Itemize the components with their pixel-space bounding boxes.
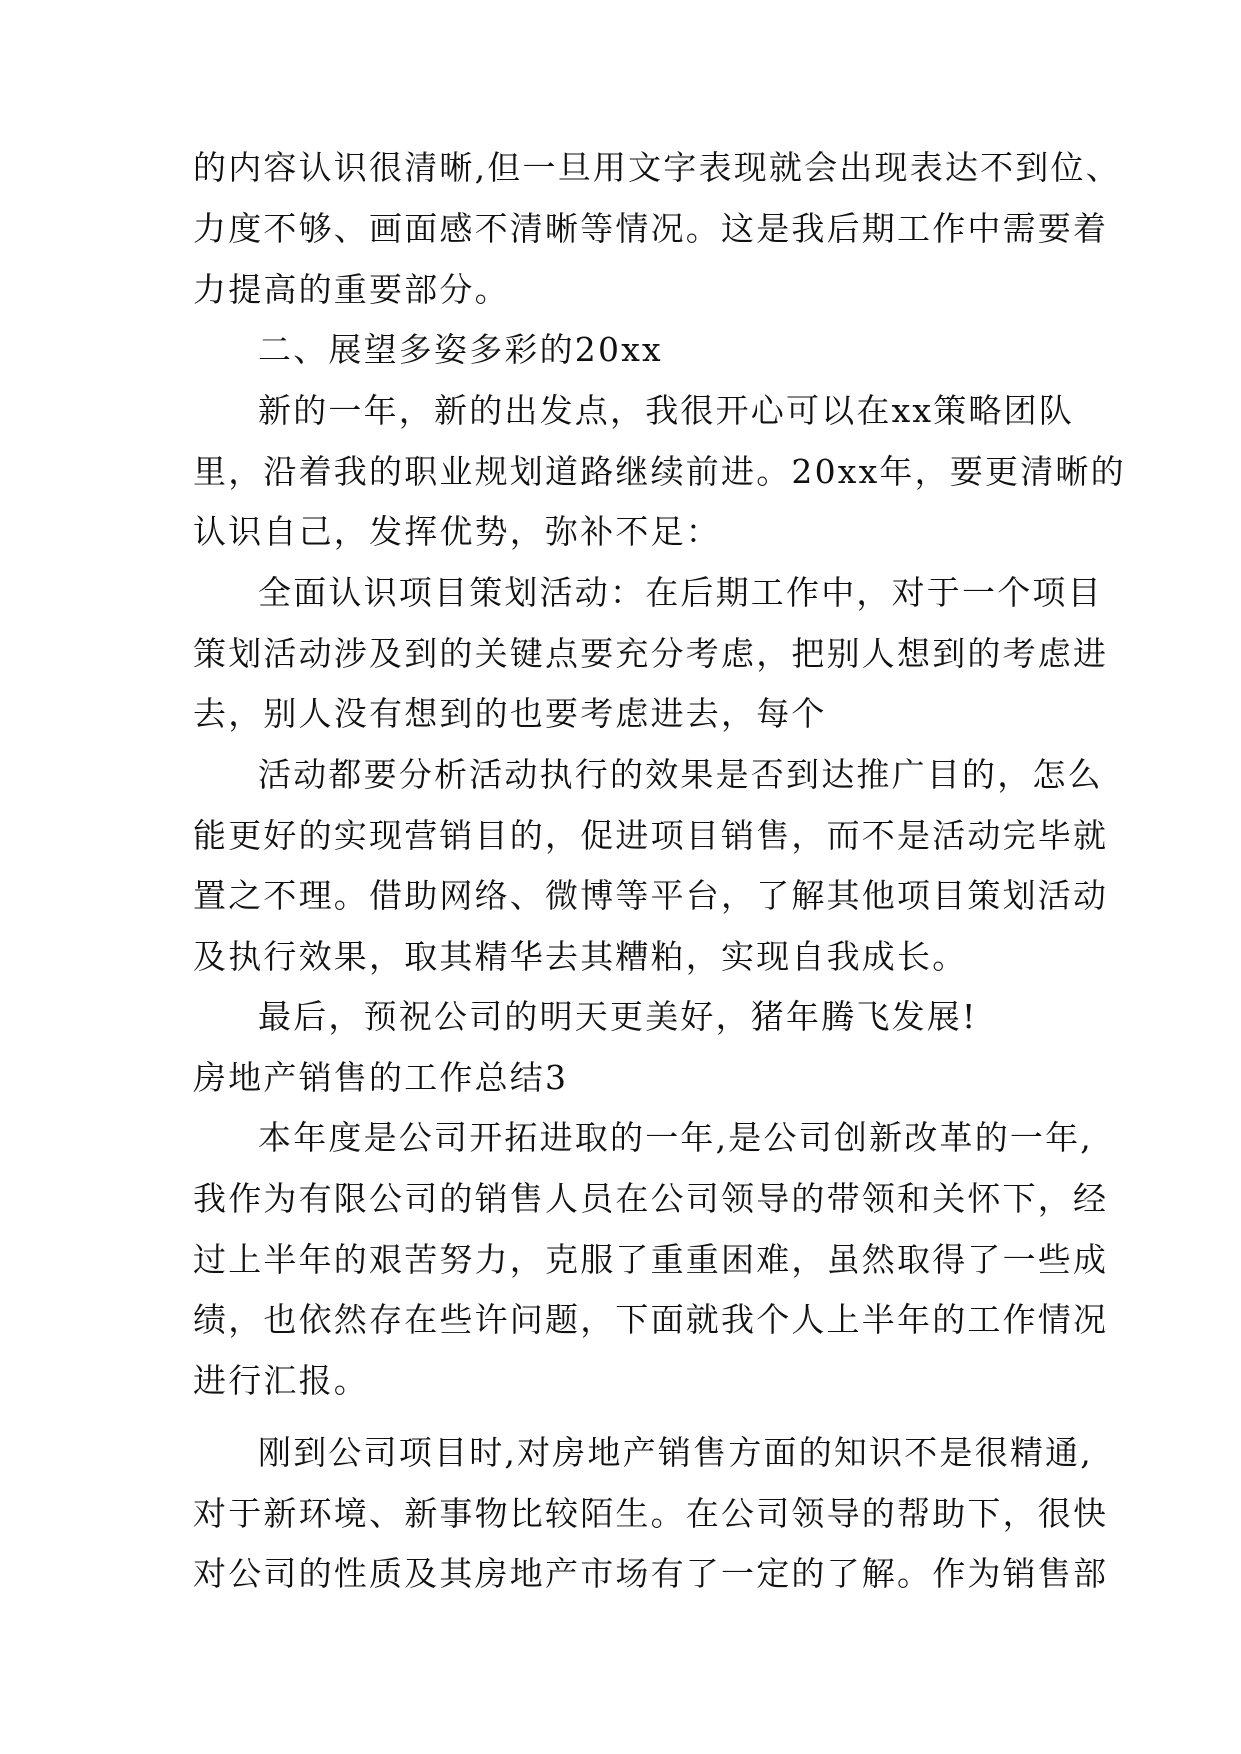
text-line: 力提高的重要部分。 (193, 270, 510, 309)
text-line: 进行汇报。 (193, 1361, 369, 1400)
text-line: 策划活动涉及到的关键点要充分考虑，把别人想到的考虑进 (193, 634, 1109, 673)
text-line: 过上半年的艰苦努力，克服了重重困难，虽然取得了一些成 (193, 1240, 1109, 1279)
text-line: 新的一年，新的出发点，我很开心可以在xx策略团队 (258, 391, 1075, 430)
text-line: 活动都要分析活动执行的效果是否到达推广目的，怎么 (258, 755, 1103, 794)
text-line: 置之不理。借助网络、微博等平台，了解其他项目策划活动 (193, 876, 1109, 915)
section-title: 房地产销售的工作总结3 (193, 1058, 569, 1097)
text-line: 及执行效果，取其精华去其糟粕，实现自我成长。 (193, 937, 968, 976)
text-line: 认识自己，发挥优势，弥补不足： (193, 512, 721, 551)
text-line: 对公司的性质及其房地产市场有了一定的了解。作为销售部 (193, 1554, 1109, 1593)
text-line: 本年度是公司开拓进取的一年,是公司创新改革的一年, (258, 1118, 1093, 1157)
text-line: 刚到公司项目时,对房地产销售方面的知识不是很精通, (258, 1433, 1093, 1472)
text-line: 绩，也依然存在些许问题，下面就我个人上半年的工作情况 (193, 1300, 1109, 1339)
section-heading: 二、展望多姿多彩的20xx (258, 330, 663, 369)
text-line: 我作为有限公司的销售人员在公司领导的带领和关怀下，经 (193, 1179, 1109, 1218)
text-line: 的内容认识很清晰,但一旦用文字表现就会出现表达不到位、 (193, 148, 1121, 187)
text-line: 去，别人没有想到的也要考虑进去，每个 (193, 694, 827, 733)
text-line: 能更好的实现营销目的，促进项目销售，而不是活动完毕就 (193, 816, 1109, 855)
text-line: 全面认识项目策划活动：在后期工作中，对于一个项目 (258, 573, 1103, 612)
text-line: 最后，预祝公司的明天更美好，猪年腾飞发展! (258, 997, 978, 1036)
text-line: 对于新环境、新事物比较陌生。在公司领导的帮助下，很快 (193, 1494, 1109, 1533)
text-line: 里，沿着我的职业规划道路继续前进。20xx年，要更清晰的 (193, 452, 1126, 491)
text-line: 力度不够、画面感不清晰等情况。这是我后期工作中需要着 (193, 209, 1109, 248)
